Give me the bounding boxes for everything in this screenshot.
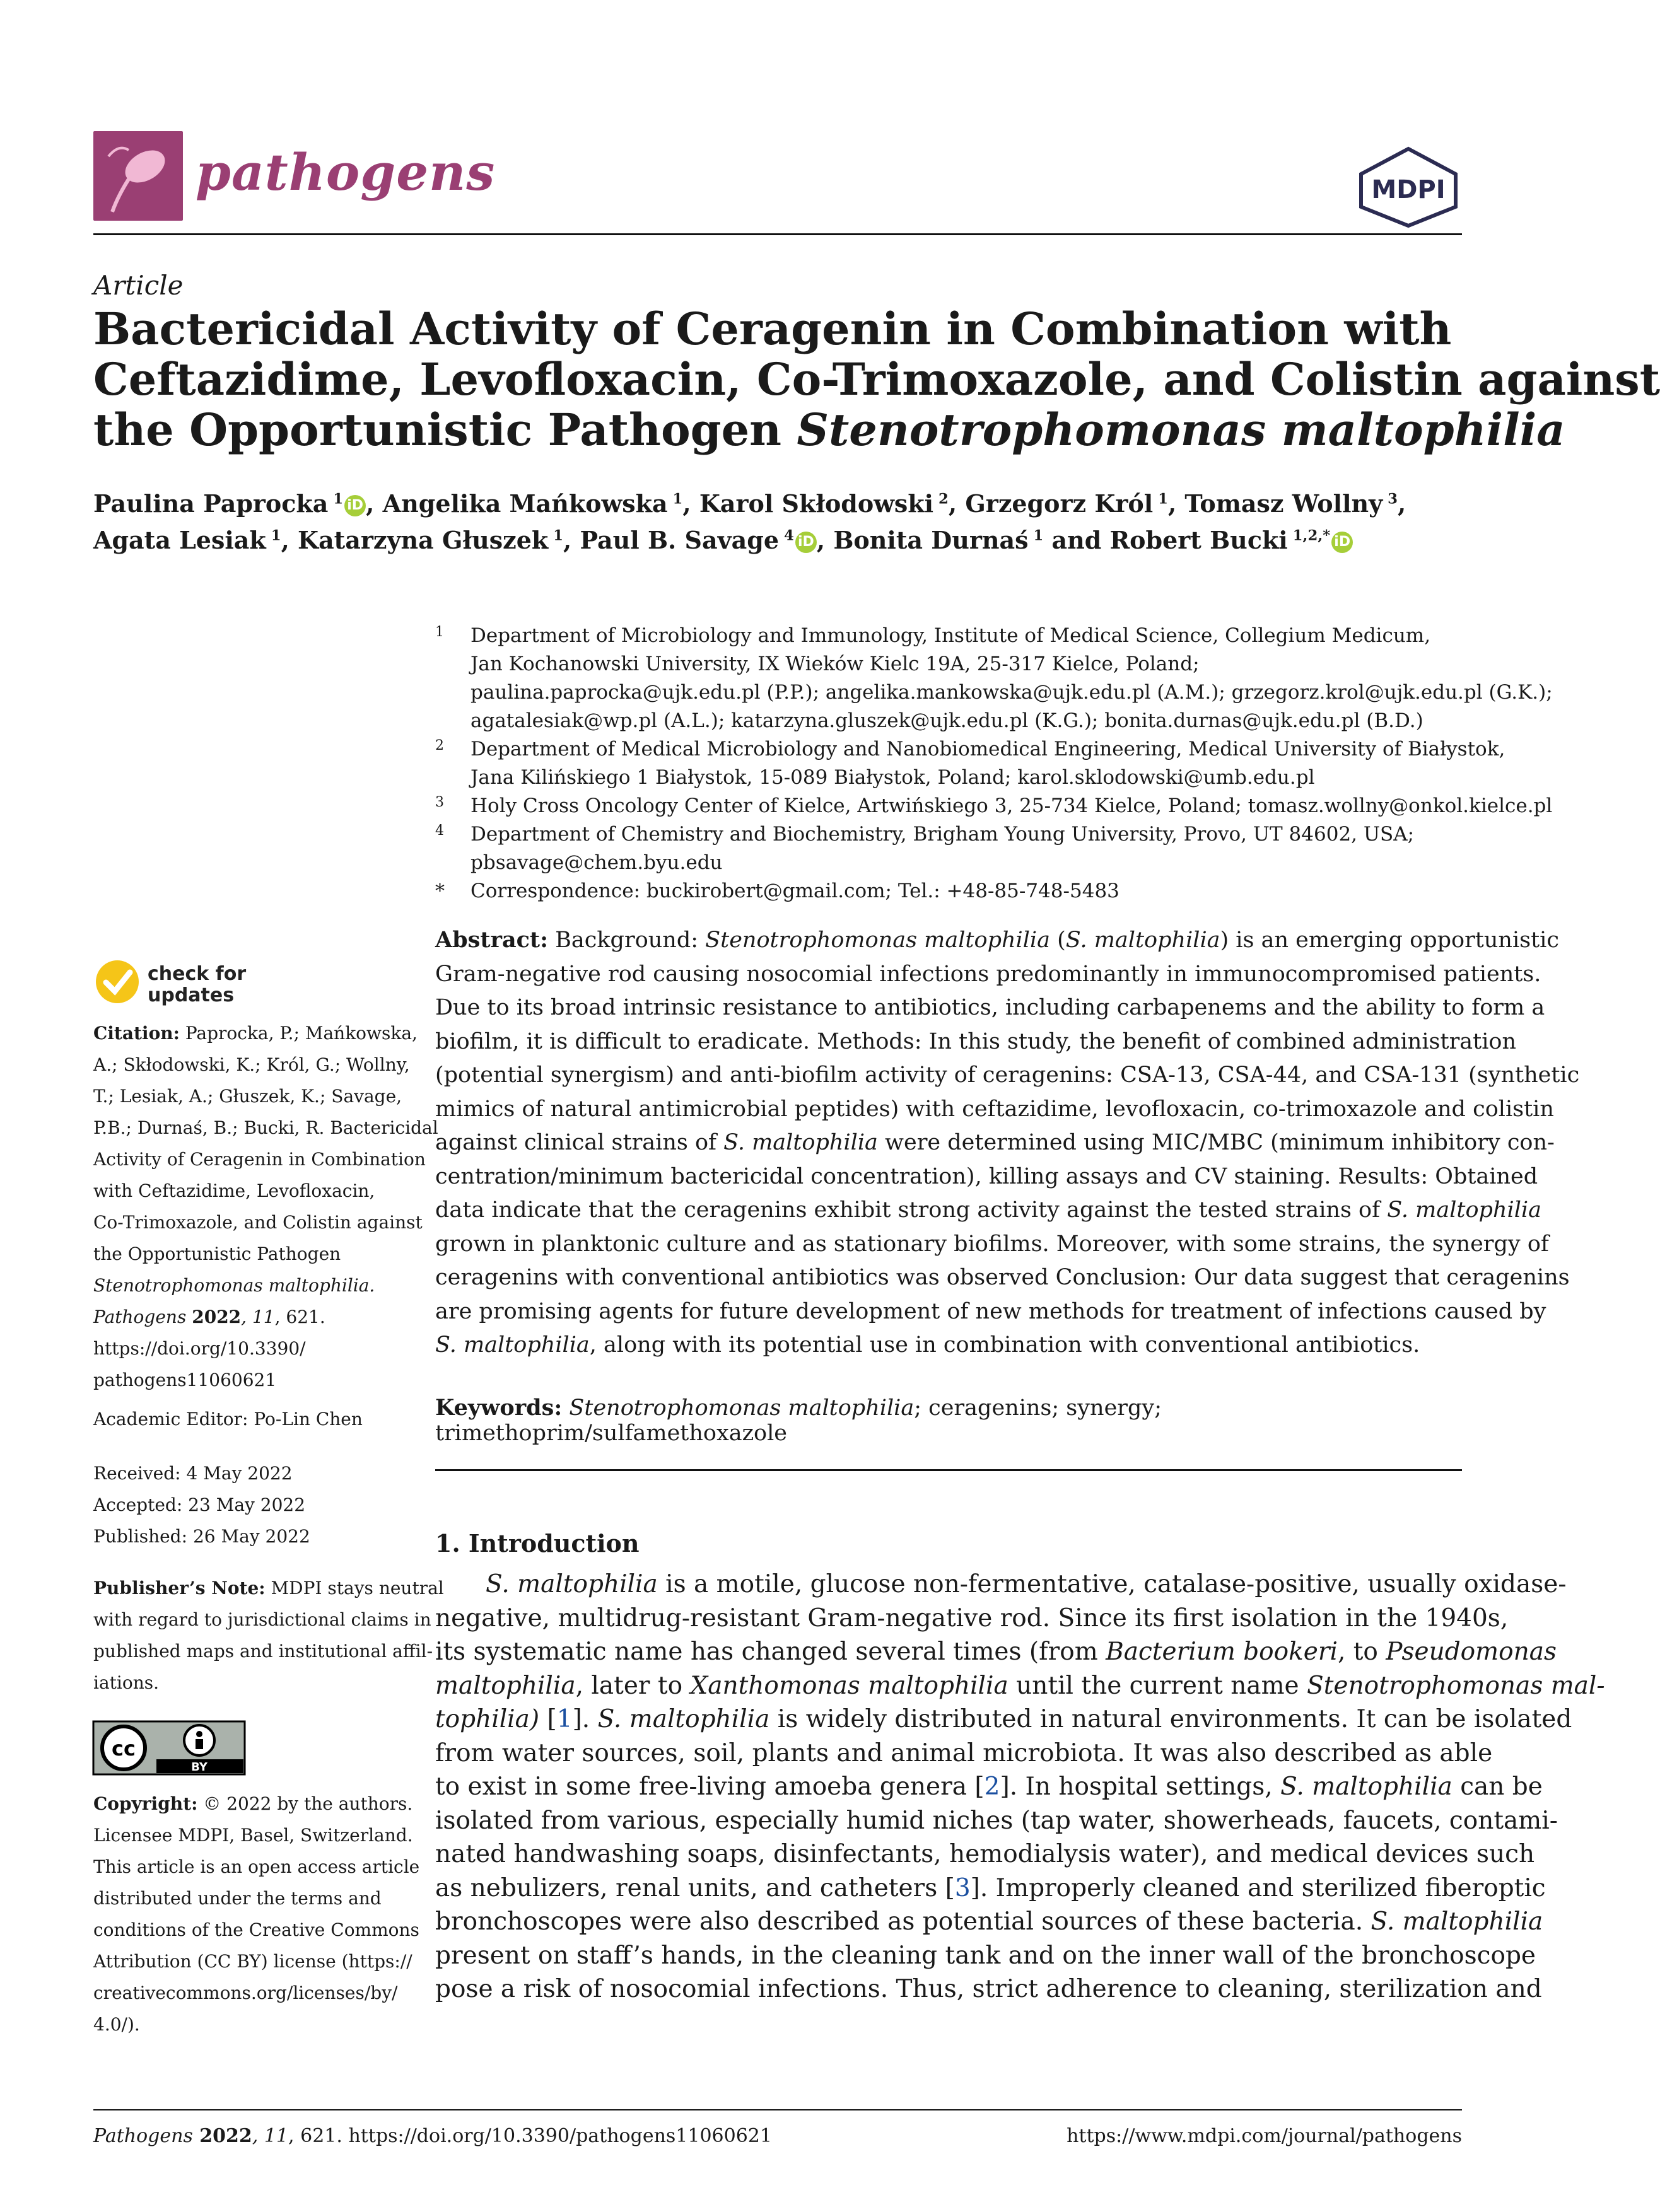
author-affiliation-sup: 3 [1382, 491, 1398, 508]
publisher-note [93, 1573, 444, 1699]
affiliation-line: agatalesiak@wp.pl (A.L.); katarzyna.gluszek@ujk.edu.pl (K.G.); bonita.durnas@ujk.edu.pl (B.D.) [471, 709, 1423, 732]
reference-link[interactable]: 1 [556, 1705, 573, 1733]
check-for-updates-badge[interactable] [93, 953, 295, 1010]
check-line-2: updates [148, 984, 235, 1006]
copyright-line: This article is an open access article [93, 1856, 420, 1877]
affiliation-line: Department of Medical Microbiology and Nanobiomedical Engineering, Medical University of Białystok, [471, 738, 1505, 760]
abstract [435, 923, 1580, 1363]
abstract-line: grown in planktonic culture and as stationary biofilms. Moreover, with some strains, the synergy of [435, 1231, 1549, 1257]
author-name: , Karol Skłodowski [682, 489, 934, 518]
article-type: Article [93, 270, 184, 301]
copyright-line: 4.0/). [93, 2014, 140, 2035]
copyright-line: conditions of the Creative Commons [93, 1919, 419, 1940]
affiliation-line: pbsavage@chem.byu.edu [471, 851, 723, 874]
abstract-line: Gram-negative rod causing nosocomial infections predominantly in immunocompromised patients. [435, 961, 1541, 987]
orcid-icon[interactable]: iD [795, 532, 817, 553]
citation-block [93, 1018, 438, 1396]
keywords-label: Keywords: [435, 1395, 563, 1421]
affiliation-number: 1 [435, 624, 444, 640]
citation-line: Activity of Ceragenin in Combination [93, 1149, 426, 1170]
publisher-note-line: with regard to jurisdictional claims in [93, 1609, 431, 1630]
keywords-rest: ; ceragenins; synergy; trimethoprim/sulfamethoxazole [435, 1395, 1162, 1446]
abstract-line: biofilm, it is difficult to eradicate. Methods: In this study, the benefit of combined administration [435, 1028, 1517, 1054]
reference-link[interactable]: 2 [984, 1773, 1000, 1801]
author-affiliation-sup: 1,2,* [1287, 527, 1331, 544]
orcid-icon[interactable]: iD [344, 495, 366, 516]
author-name: , Katarzyna Głuszek [281, 526, 549, 554]
copyright-label: Copyright: [93, 1793, 198, 1814]
footer-year: 2022 [192, 2125, 252, 2147]
intro-line: negative, multidrug-resistant Gram-negative rod. Since its first isolation in the 1940s, [435, 1604, 1509, 1633]
title-species: Stenotrophomonas maltophilia [797, 404, 1565, 456]
author-line-1 [93, 486, 1462, 522]
affiliation-number: 3 [435, 795, 444, 810]
footer-volume: , 11 [252, 2125, 289, 2147]
citation-volume: , 11 [241, 1307, 275, 1327]
citation-year: 2022 [192, 1307, 242, 1327]
intro-line: S. maltophilia is a motile, glucose non-fermentative, catalase-positive, usually oxidase- [486, 1570, 1567, 1598]
abstract-line: centration/minimum bactericidal concentration), killing assays and CV staining. Results: Obtained [435, 1163, 1538, 1189]
abstract-line: data indicate that the ceragenins exhibit strong activity against the tested strains of S. maltophilia [435, 1197, 1541, 1223]
affiliation-line: paulina.paprocka@ujk.edu.pl (P.P.); angelika.mankowska@ujk.edu.pl (A.M.); grzegorz.krol@ujk.edu.pl (G.K.); [471, 681, 1553, 704]
keywords [435, 1395, 1462, 1446]
intro-line: pose a risk of nosocomial infections. Thus, strict adherence to cleaning, sterilization and [435, 1975, 1542, 2003]
author-name: , Tomasz Wollny [1167, 489, 1383, 518]
mdpi-logo [1355, 146, 1462, 228]
abstract-line: are promising agents for future development of new methods for treatment of infections caused by [435, 1298, 1546, 1324]
author-affiliation-sup: 1 [328, 491, 344, 508]
citation-journal: Pathogens [93, 1307, 187, 1327]
author-name: Paulina Paprocka [93, 489, 329, 518]
orcid-icon[interactable]: iD [1331, 532, 1353, 553]
affiliation-number: * [435, 880, 445, 902]
citation-line: P.B.; Durnaś, B.; Bucki, R. Bactericidal [93, 1117, 438, 1138]
affiliation-number: 2 [435, 738, 444, 754]
citation-species: Stenotrophomonas maltophilia. [93, 1275, 375, 1296]
affiliation-line: Department of Microbiology and Immunology, Institute of Medical Science, Collegium Medicum, [471, 624, 1431, 647]
author-name: Agata Lesiak [93, 526, 266, 554]
cc-by-license-badge[interactable] [93, 1721, 245, 1774]
abstract-line: Due to its broad intrinsic resistance to antibiotics, including carbapenems and the ability to form a [435, 995, 1545, 1020]
check-icon [96, 960, 139, 1003]
copyright-line: Licensee MDPI, Basel, Switzerland. [93, 1825, 413, 1846]
intro-line: bronchoscopes were also described as potential sources of these bacteria. S. maltophilia [435, 1907, 1543, 1936]
by-text: BY [191, 1761, 208, 1774]
abstract-line: (potential synergism) and anti-biofilm activity of ceragenins: CSA-13, CSA-44, and CSA-131 (synthetic [435, 1062, 1580, 1088]
header-rule [93, 233, 1462, 235]
author-name: and Robert Bucki [1043, 526, 1288, 554]
author-name: , Bonita Durnaś [816, 526, 1029, 554]
copyright-line: creativecommons.org/licenses/by/ [93, 1982, 398, 2003]
title-line-3-text: the Opportunistic Pathogen [93, 404, 797, 456]
affiliation-number: 4 [435, 823, 444, 839]
article-title [93, 303, 1660, 456]
affiliation-line: Jana Kilińskiego 1 Białystok, 15-089 Białystok, Poland; karol.sklodowski@umb.edu.pl [471, 766, 1315, 789]
journal-logo [93, 131, 183, 221]
citation-line: A.; Skłodowski, K.; Król, G.; Wollny, [93, 1054, 410, 1075]
abstract-line: ceragenins with conventional antibiotics was observed Conclusion: Our data suggest that ceragenins [435, 1265, 1570, 1290]
cc-text: cc [112, 1737, 136, 1761]
check-line-1: check for [148, 963, 247, 985]
citation-line: with Ceftazidime, Levofloxacin, [93, 1180, 375, 1201]
citation-label: Citation: [93, 1023, 180, 1044]
keyword-species: Stenotrophomonas maltophilia [562, 1395, 915, 1421]
section-rule [435, 1469, 1462, 1471]
intro-line: nated handwashing soaps, disinfectants, hemodialysis water), and medical devices such [435, 1840, 1535, 1868]
citation-line: the Opportunistic Pathogen [93, 1243, 341, 1264]
citation-doi-link[interactable]: pathogens11060621 [93, 1370, 277, 1390]
author-affiliation-sup: 4 [779, 527, 794, 544]
author-line-2 [93, 522, 1462, 559]
intro-line: isolated from various, especially humid niches (tap water, showerheads, faucets, contami- [435, 1806, 1558, 1835]
author-affiliation-sup: 1 [548, 527, 564, 544]
citation-doi-link[interactable]: https://doi.org/10.3390/ [93, 1338, 306, 1359]
copyright-block [93, 1788, 420, 2040]
intro-line: present on staff’s hands, in the cleaning tank and on the inner wall of the bronchoscope [435, 1941, 1536, 1970]
title-line-1: Bactericidal Activity of Ceragenin in Combination with [93, 303, 1452, 355]
intro-line: to exist in some free-living amoeba genera [2]. In hospital settings, S. maltophilia can be [435, 1773, 1543, 1801]
citation-line: Paprocka, P.; Mańkowska, [179, 1023, 418, 1044]
intro-line: its systematic name has changed several times (from Bacterium bookeri, to Pseudomonas [435, 1638, 1557, 1666]
copyright-line: © 2022 by the authors. [197, 1793, 413, 1814]
author-affiliation-sup: 1 [1028, 527, 1044, 544]
author-affiliation-sup: 1 [667, 491, 683, 508]
publisher-note-line: MDPI stays neutral [265, 1578, 444, 1598]
date-published: Published: 26 May 2022 [93, 1526, 310, 1547]
footer-rule [93, 2109, 1462, 2110]
section-title: 1. Introduction [435, 1529, 640, 1557]
academic-editor: Academic Editor: Po-Lin Chen [93, 1409, 363, 1429]
footer-journal: Pathogens [93, 2125, 193, 2147]
introduction-text [435, 1568, 1605, 2006]
author-affiliation-sup: 2 [933, 491, 949, 508]
date-accepted: Accepted: 23 May 2022 [93, 1494, 306, 1515]
pathogen-icon [93, 131, 183, 221]
reference-link[interactable]: 3 [954, 1873, 971, 1902]
author-name: , Paul B. Savage [563, 526, 780, 554]
abstract-line: mimics of natural antimicrobial peptides) with ceftazidime, levofloxacin, co-trimoxazole and colistin [435, 1096, 1554, 1122]
intro-line: maltophilia, later to Xanthomonas maltophilia until the current name Stenotrophomonas mal- [435, 1671, 1605, 1700]
affiliation-line: Jan Kochanowski University, IX Wieków Kielc 19A, 25-317 Kielce, Poland; [471, 653, 1200, 675]
author-name: , [1398, 489, 1406, 518]
publisher-note-label: Publisher’s Note: [93, 1578, 266, 1598]
footer-journal-link[interactable]: https://www.mdpi.com/journal/pathogens [1067, 2125, 1462, 2147]
footer-citation [93, 2125, 772, 2147]
publisher-note-line: iations. [93, 1672, 160, 1693]
author-list [93, 486, 1462, 559]
citation-line: T.; Lesiak, A.; Głuszek, K.; Savage, [93, 1086, 402, 1107]
mdpi-text: MDPI [1371, 175, 1446, 204]
publisher-note-line: published maps and institutional affil- [93, 1641, 433, 1662]
citation-pages: , 621. [274, 1307, 325, 1327]
abstract-line: S. maltophilia, along with its potential use in combination with conventional antibiotics. [435, 1332, 1420, 1358]
journal-name: pathogens [196, 143, 496, 202]
abstract-line: against clinical strains of S. maltophilia were determined using MIC/MBC (minimum inhibitory con- [435, 1130, 1555, 1155]
date-received: Received: 4 May 2022 [93, 1463, 293, 1484]
dates-block [93, 1458, 401, 1552]
author-name: , Grzegorz Król [948, 489, 1154, 518]
citation-line: Co-Trimoxazole, and Colistin against [93, 1212, 423, 1233]
intro-line: from water sources, soil, plants and animal microbiota. It was also described as able [435, 1738, 1493, 1767]
title-line-2: Ceftazidime, Levofloxacin, Co-Trimoxazole, and Colistin against [93, 353, 1660, 405]
intro-line: as nebulizers, renal units, and catheters [3]. Improperly cleaned and sterilized fiberoptic [435, 1873, 1546, 1902]
footer-doi-link[interactable]: , 621. https://doi.org/10.3390/pathogens11060621 [288, 2125, 772, 2147]
affiliation-line: Holy Cross Oncology Center of Kielce, Artwińskiego 3, 25-734 Kielce, Poland; tomasz.wollny@onkol.kielce.pl [471, 795, 1553, 817]
intro-line: tophilia) [1]. S. maltophilia is widely distributed in natural environments. It can be isolated [435, 1705, 1572, 1733]
abstract-line: Abstract: Background: Stenotrophomonas maltophilia (S. maltophilia) is an emerging opportunistic [435, 927, 1559, 953]
affiliation-line: Department of Chemistry and Biochemistry, Brigham Young University, Provo, UT 84602, USA; [471, 823, 1415, 846]
copyright-line: Attribution (CC BY) license (https:// [93, 1951, 412, 1972]
author-affiliation-sup: 1 [266, 527, 281, 544]
author-affiliation-sup: 1 [1153, 491, 1168, 508]
title-line-3 [93, 404, 1565, 456]
affiliation-line: Correspondence: buckirobert@gmail.com; Tel.: +48-85-748-5483 [471, 880, 1119, 902]
copyright-line: distributed under the terms and [93, 1888, 382, 1909]
author-name: , Angelika Mańkowska [366, 489, 668, 518]
